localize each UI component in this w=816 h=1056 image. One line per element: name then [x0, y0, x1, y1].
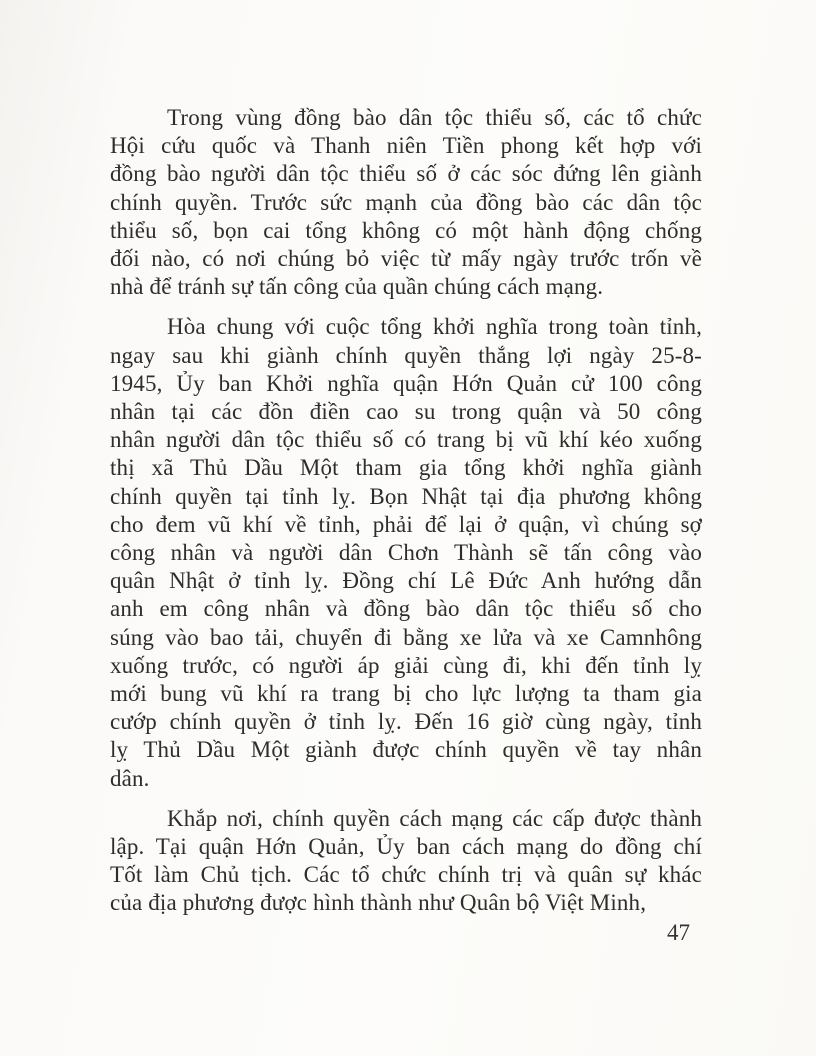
- text-line: 1945, Ủy ban Khởi nghĩa quận Hớn Quản cử 100 công: [110, 370, 702, 396]
- text-line: thiểu số, bọn cai tổng không có một hành động chống: [110, 217, 702, 243]
- text-line: súng vào bao tải, chuyển đi bằng xe lửa và xe Camnhông: [110, 624, 702, 650]
- text-line: cướp chính quyền ở tỉnh lỵ. Đến 16 giờ cùng ngày, tỉnh: [110, 709, 702, 735]
- page-number: 47: [667, 920, 690, 945]
- text-line: mới bung vũ khí ra trang bị cho lực lượng ta tham gia: [110, 681, 702, 707]
- paragraph: [110, 313, 702, 792]
- text-line: anh em công nhân và đồng bào dân tộc thiểu số cho: [110, 596, 702, 622]
- text-block: [110, 104, 702, 930]
- text-line: quân Nhật ở tỉnh lỵ. Đồng chí Lê Đức Anh hướng dẫn: [110, 568, 702, 594]
- text-line: nhân tại các đồn điền cao su trong quận và 50 công: [110, 399, 702, 425]
- text-line: đồng bào người dân tộc thiểu số ở các sóc đứng lên giành: [110, 161, 702, 187]
- text-line: chính quyền. Trước sức mạnh của đồng bào các dân tộc: [110, 189, 702, 215]
- text-line: Tốt làm Chủ tịch. Các tổ chức chính trị và quân sự khác: [110, 862, 702, 888]
- text-line: cho đem vũ khí về tỉnh, phải để lại ở quận, vì chúng sợ: [110, 511, 702, 537]
- text-line: chính quyền tại tỉnh lỵ. Bọn Nhật tại địa phương không: [110, 483, 702, 509]
- text-line: thị xã Thủ Dầu Một tham gia tổng khởi nghĩa giành: [110, 455, 702, 481]
- text-line: dân.: [110, 765, 150, 791]
- text-line: Trong vùng đồng bào dân tộc thiểu số, các tổ chức: [167, 105, 702, 130]
- text-line: đối nào, có nơi chúng bỏ việc từ mấy ngày trước trốn về: [110, 246, 702, 272]
- text-line: lập. Tại quận Hớn Quản, Ủy ban cách mạng do đồng chí: [110, 834, 702, 860]
- text-line: Hội cứu quốc và Thanh niên Tiền phong kết hợp với: [110, 133, 702, 159]
- paragraph: [110, 805, 702, 918]
- text-line: lỵ Thủ Dầu Một giành được chính quyền về tay nhân: [110, 737, 702, 763]
- paragraph: [110, 104, 702, 301]
- text-line: Khắp nơi, chính quyền cách mạng các cấp được thành: [167, 805, 702, 831]
- text-line: nhà để tránh sự tấn công của quần chúng cách mạng.: [110, 274, 604, 300]
- text-line: của địa phương được hình thành như Quân bộ Việt Minh,: [110, 890, 647, 916]
- text-line: nhân người dân tộc thiểu số có trang bị vũ khí kéo xuống: [110, 427, 702, 453]
- text-line: xuống trước, có người áp giải cùng đi, khi đến tỉnh lỵ: [110, 652, 702, 678]
- text-line: công nhân và người dân Chơn Thành sẽ tấn công vào: [110, 540, 702, 566]
- text-line: ngay sau khi giành chính quyền thắng lợi ngày 25-8-: [110, 342, 702, 368]
- text-line: Hòa chung với cuộc tổng khởi nghĩa trong toàn tỉnh,: [167, 314, 702, 340]
